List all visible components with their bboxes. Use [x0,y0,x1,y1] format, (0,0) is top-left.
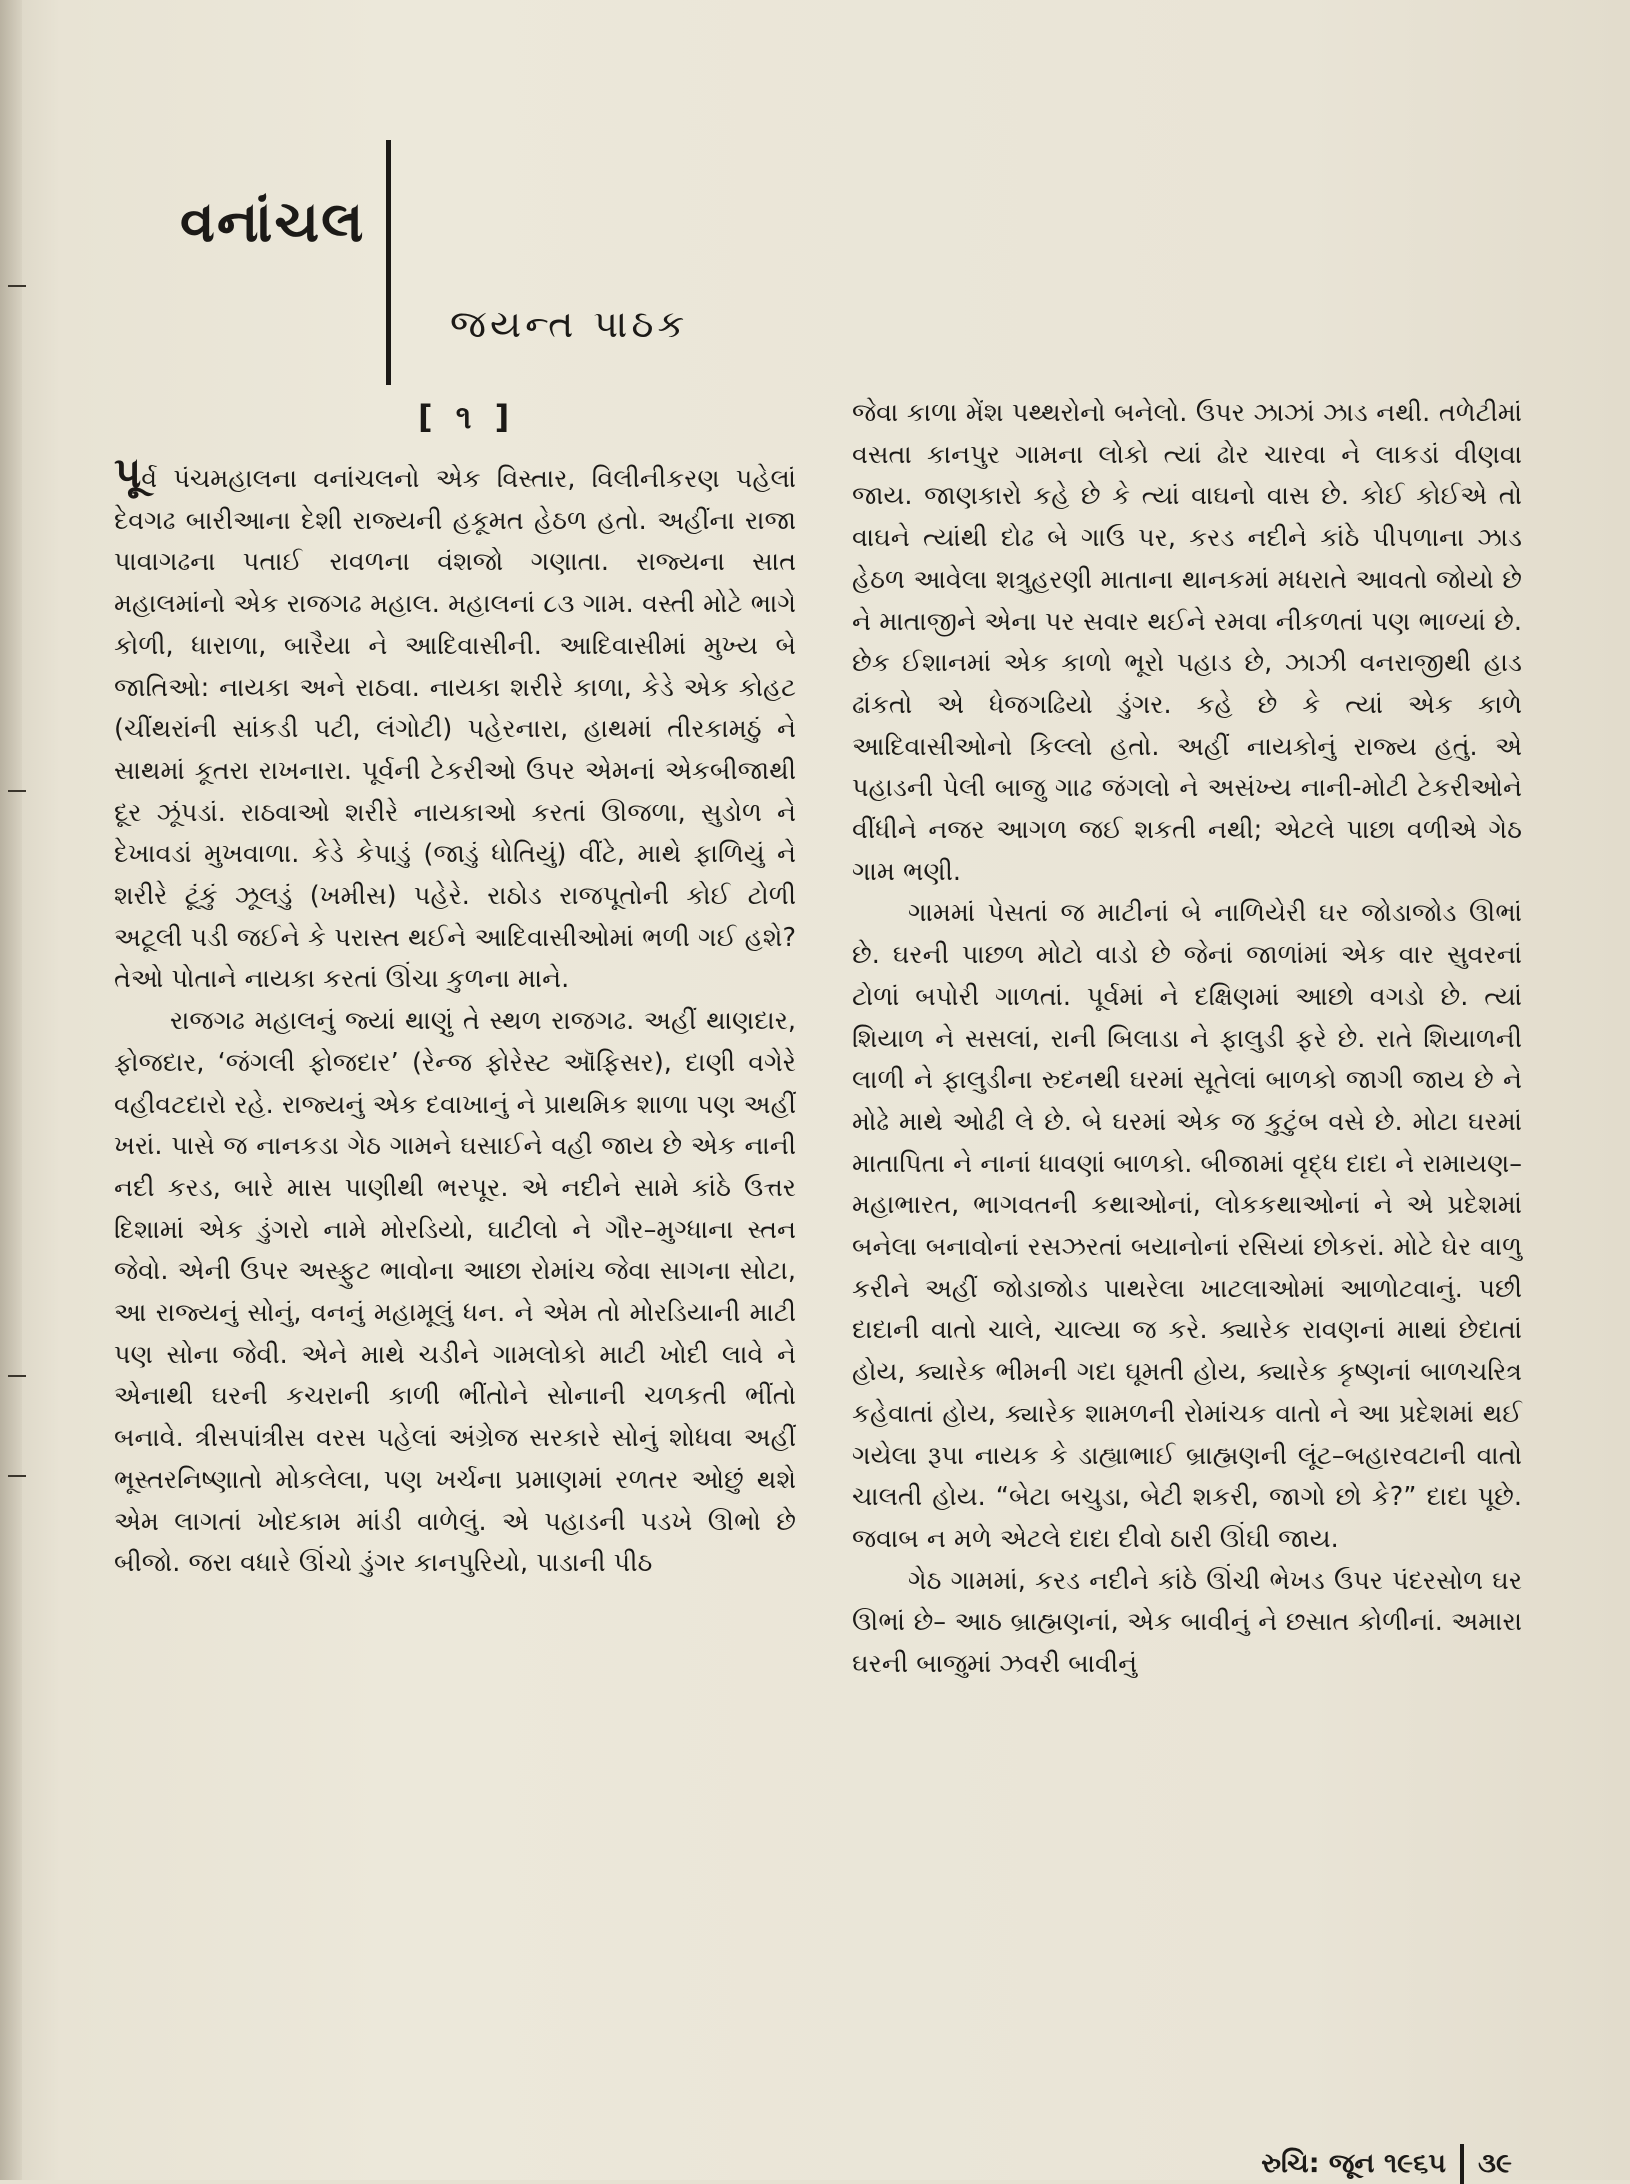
right-column [852,393,1522,1686]
title-divider [386,140,391,385]
paragraph: ગામમાં પેસતાં જ માટીનાં બે નાળિયેરી ઘર જોડાજોડ ઊભાં છે. ઘરની પાછળ મોટો વાડો છે જેનાં જાળાંમાં એક વાર સુવરનાં ટોળાં બપોરી ગાળતાં. પૂર્વમાં ને દક્ષિણમાં આછો વગડો છે. ત્યાં શિયાળ ને સસલાં, રાની બિલાડા ને ફાલુડી ફરે છે. રાતે શિયાળની લાળી ને ફાલુડીના રુદનથી ઘરમાં સૂતેલાં બાળકો જાગી જાય છે ને મોઢે માથે ઓઢી લે છે. બે ઘરમાં એક જ કુટુંબ વસે છે. મોટા ઘરમાં માતાપિતા ને નાનાં ધાવણાં બાળકો. બીજામાં વૃદ્ધ દાદા ને રામાયણ–મહાભારત, ભાગવતની કથાઓનાં, લોકકથાઓનાં ને એ પ્રદેશમાં બનેલા બનાવોનાં રસઝરતાં બયાનોનાં રસિયાં છોકરાં. મોટે ઘેર વાળુ કરીને અહીં જોડાજોડ પાથરેલા ખાટલાઓમાં આળોટવાનું. પછી દાદાની વાતો ચાલે, ચાલ્યા જ કરે. ક્યારેક રાવણનાં માથાં છેદાતાં હોય, ક્યારેક ભીમની ગદા ઘૂમતી હોય, ક્યારેક કૃષ્ણનાં બાળચરિત્ર કહેવાતાં હોય, ક્યારેક શામળની રોમાંચક વાતો ને આ પ્રદેશમાં થઈ ગયેલા રૂપા નાયક કે ડાહ્યાભાઈ બ્રાહ્મણની લૂંટ–બહારવટાની વાતો ચાલતી હોય. “બેટા બચુડા, બેટી શકરી, જાગો છો કે?” દાદા પૂછે. જવાબ ન મળે એટલે દાદા દીવો ઠારી ઊંઘી જાય. [852,898,1523,1554]
paragraph [114,448,796,1001]
binding-mark [8,1475,26,1477]
binding-mark [8,1375,26,1377]
page-footer [1261,2144,1512,2184]
binding-mark [8,790,26,792]
page-number: ૩૯ [1478,2148,1512,2179]
footer-divider [1460,2144,1464,2184]
paragraph-text: ર્વ પંચમહાલના વનાંચલનો એક વિસ્તાર, વિલીનીકરણ પહેલાં દેવગઢ બારીઆના દેશી રાજ્યની હકૂમત હેઠળ હતો. અહીંના રાજા પાવાગઢના પતાઈ રાવળના વંશજો ગણાતા. રાજ્યના સાત મહાલમાંનો એક રાજગઢ મહાલ. મહાલનાં ૮૩ ગામ. વસ્તી મોટે ભાગે કોળી, ધારાળા, બારૈયા ને આદિવાસીની. આદિવાસીમાં મુખ્ય બે જાતિઓ: નાયકા અને રાઠવા. નાયકા શરીરે કાળા, કેડે એક કોહટ (ચીંથરાંની સાંકડી પટી, લંગોટી) પહેરનારા, હાથમાં તીરકામઠું ને સાથમાં કૂતરા રાખનારા. પૂર્વની ટેકરીઓ ઉપર એમનાં એકબીજાથી દૂર ઝૂંપડાં. રાઠવાઓ શરીરે નાયકાઓ કરતાં ઊજળા, સુડોળ ને દેખાવડાં મુખવાળા. કેડે કેપાડું (જાડું ધોતિયું) વીંટે, માથે ફાળિયું ને શરીરે ટૂંકું ઝૂલડું (ખમીસ) પહેરે. રાઠોડ રાજપૂતોની કોઈ ટોળી અટૂલી પડી જઈને કે પરાસ્ત થઈને આદિવાસીઓમાં ભળી ગઈ હશે? તેઓ પોતાને નાયકા કરતાં ઊંચા કુળના માને. [114,464,796,995]
page-gutter [0,0,22,2180]
paragraph: રાજગઢ મહાલનું જ્યાં થાણું તે સ્થળ રાજગઢ. અહીં થાણદાર, ફોજદાર, ‘જંગલી ફોજદાર’ (રેન્જ ફોરેસ્ટ ઑફિસર), દાણી વગેરે વહીવટદારો રહે. રાજ્યનું એક દવાખાનું ને પ્રાથમિક શાળા પણ અહીં ખરાં. પાસે જ નાનકડા ગેઠ ગામને ઘસાઈને વહી જાય છે એક નાની નદી કરડ, બારે માસ પાણીથી ભરપૂર. એ નદીને સામે કાંઠે ઉત્તર દિશામાં એક ડુંગરો નામે મોરડિયો, ઘાટીલો ને ગૌર–મુગ્ધાના સ્તન જેવો. એની ઉપર અસ્ફુટ ભાવોના આછા રોમાંચ જેવા સાગના સોટા, આ રાજ્યનું સોનું, વનનું મહામૂલું ધન. ને એમ તો મોરડિયાની માટી પણ સોના જેવી. એને માથે ચડીને ગામલોકો માટી ખોદી લાવે ને એનાથી ઘરની કચરાની કાળી ભીંતોને સોનાની ચળકતી ભીંતો બનાવે. ત્રીસપાંત્રીસ વરસ પહેલાં અંગ્રેજ સરકારે સોનું શોધવા અહીં ભૂસ્તરનિષ્ણાતો મોકલેલા, પણ ખર્ચના પ્રમાણમાં રળતર ઓછું થશે એમ લાગતાં ખોદકામ માંડી વાળેલું. એ પહાડની પડખે ઊભો છે બીજો. જરા વધારે ઊંચો ડુંગર કાનપુરિયો, પાડાની પીઠ [114,1006,796,1579]
left-column [114,448,796,1585]
drop-cap: પૂ [114,448,142,497]
section-number: [ ૧ ] [418,398,516,436]
article-author: જયન્ત પાઠક [450,302,689,346]
issue-label: રુચિ: જૂન ૧૯૬૫ [1261,2148,1447,2179]
paragraph: ગેઠ ગામમાં, કરડ નદીને કાંઠે ઊંચી ભેખડ ઉપર પંદરસોળ ઘર ઊભાં છે– આઠ બ્રાહ્મણનાં, એક બાવીનું ને છસાત કોળીનાં. અમારા ઘરની બાજુમાં ઝવરી બાવીનું [852,1565,1522,1680]
paragraph: જેવા કાળા મેંશ પથ્થરોનો બનેલો. ઉપર ઝાઝાં ઝાડ નથી. તળેટીમાં વસતા કાનપુર ગામના લોકો ત્યાં ઢોર ચારવા ને લાકડાં વીણવા જાય. જાણકારો કહે છે કે ત્યાં વાઘનો વાસ છે. કોઈ કોઈએ તો વાઘને ત્યાંથી દોઢ બે ગાઉ પર, કરડ નદીને કાંઠે પીપળાના ઝાડ હેઠળ આવેલા શત્રુહરણી માતાના થાનકમાં મધરાતે આવતો જોયો છે ને માતાજીને એના પર સવાર થઈને રમવા નીકળતાં પણ ભાળ્યાં છે. છેક ઈશાનમાં એક કાળો ભૂરો પહાડ છે, ઝાઝી વનરાજીથી હાડ ઢાંકતો એ ધેજગઢિયો ડુંગર. કહે છે કે ત્યાં એક કાળે આદિવાસીઓનો કિલ્લો હતો. અહીં નાયકોનું રાજ્ય હતું. એ પહાડની પેલી બાજુ ગાઢ જંગલો ને અસંખ્ય નાની-મોટી ટેકરીઓને વીંધીને નજર આગળ જઈ શકતી નથી; એટલે પાછા વળીએ ગેઠ ગામ ભણી. [852,398,1522,887]
binding-mark [8,285,26,287]
article-title: વનાંચલ [180,190,366,255]
